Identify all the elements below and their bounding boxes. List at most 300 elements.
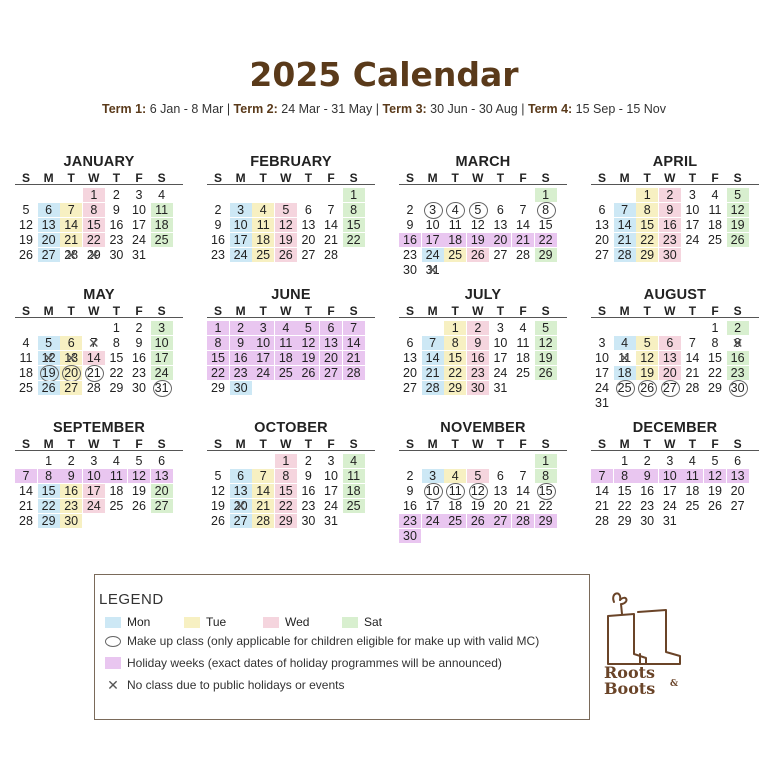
day-cell: 27 xyxy=(38,248,60,262)
day-cell: 5 xyxy=(22,203,30,217)
day-cell: 5 xyxy=(38,336,60,350)
day-cell: 22 xyxy=(636,233,658,247)
day-cell: 19 xyxy=(275,233,297,247)
day-cell: 20 xyxy=(659,366,681,380)
day-cell: 10 xyxy=(595,351,609,365)
weekday-label: S xyxy=(405,171,414,185)
legend-cancel-label: No class due to public holidays or events xyxy=(127,678,345,692)
legend xyxy=(94,574,590,720)
day-cell: 6 xyxy=(734,454,742,468)
day-cell: 13 xyxy=(151,469,173,483)
weekday-label: M xyxy=(43,171,54,185)
day-cell: 24 xyxy=(230,248,252,262)
term-dates xyxy=(0,102,768,116)
day-cell: 31 ✕ xyxy=(422,263,444,277)
weekday-label: T xyxy=(112,171,121,185)
day-cell: 25 xyxy=(444,514,466,528)
weekday-label: T xyxy=(259,437,267,451)
weekday-label: T xyxy=(496,437,505,451)
weekday-label: S xyxy=(21,437,30,451)
weekday-header xyxy=(591,304,759,318)
day-cell: 21 xyxy=(60,233,82,247)
day-cell: 5 xyxy=(297,321,319,335)
day-cell: 14 xyxy=(614,218,636,232)
legend-wed xyxy=(263,615,342,629)
day-cell: 4 xyxy=(275,321,297,335)
day-cell: 13 xyxy=(38,218,60,232)
term-4-label: Term 4: xyxy=(527,102,573,116)
day-cell: 29 xyxy=(535,248,557,262)
day-cell: 7 xyxy=(252,469,274,483)
day-cell: 2 xyxy=(467,321,489,335)
month-name: AUGUST xyxy=(643,287,707,303)
day-cell: 15 xyxy=(343,218,365,232)
day-cell: 5 xyxy=(135,454,143,468)
weekday-label: S xyxy=(597,304,606,318)
cross-icon: ✕ xyxy=(107,677,119,693)
day-cell: 31 xyxy=(493,381,508,395)
day-cell: 25 xyxy=(685,499,700,513)
day-cell: 19 xyxy=(19,233,33,247)
day-cell: 23 xyxy=(640,499,655,513)
weekday-label: S xyxy=(157,304,166,318)
day-cell: 7 xyxy=(327,203,335,217)
weekday-label: W xyxy=(664,171,676,185)
day-cell: 26 xyxy=(636,381,658,395)
day-cell: 22 xyxy=(83,233,105,247)
day-cell: 2 xyxy=(214,203,222,217)
legend-wed-label: Wed xyxy=(285,615,310,629)
day-cell: 28 xyxy=(595,514,609,528)
day-cell: 6 xyxy=(406,336,414,350)
day-cell: 30 xyxy=(109,248,124,262)
day-cell: 27 xyxy=(60,381,82,395)
day-cell: 30 xyxy=(60,514,82,528)
weekday-label: S xyxy=(213,437,222,451)
day-cell: 24 xyxy=(252,366,274,380)
day-cell: 15 xyxy=(708,351,722,365)
day-cell: 26 xyxy=(467,248,489,262)
day-cell: 9 xyxy=(304,469,312,483)
weekday-label: T xyxy=(451,304,459,318)
day-cell: 18 xyxy=(109,484,124,498)
day-cell: 26 xyxy=(535,366,557,380)
day-cell: 18 xyxy=(448,499,463,513)
day-cell: 6 xyxy=(659,336,681,350)
term-4-range: 15 Sep - 15 Nov xyxy=(572,102,666,116)
day-cell: 2 xyxy=(643,454,651,468)
month-name: JULY xyxy=(464,287,502,303)
month-name: JANUARY xyxy=(63,154,135,170)
day-cell: 11 xyxy=(516,336,530,350)
day-cell: 9 xyxy=(406,484,414,498)
logo-line-1: Roots xyxy=(604,663,656,682)
day-cell: 16 xyxy=(132,351,146,365)
day-cell: 2 xyxy=(230,321,252,335)
day-cell: 28 xyxy=(343,366,365,380)
day-cell: 20 xyxy=(320,351,342,365)
month-october xyxy=(207,420,375,541)
day-cell: 14 xyxy=(252,484,274,498)
day-cell: 27 xyxy=(403,381,417,395)
day-cell: 8 xyxy=(38,469,60,483)
day-cell: 5 xyxy=(214,469,222,483)
day-cell: 30 xyxy=(399,529,421,543)
legend-sat xyxy=(342,615,421,629)
day-cell: 25 xyxy=(252,248,274,262)
day-cell: 17 xyxy=(132,218,146,232)
day-cell: 21 xyxy=(422,366,444,380)
day-cell: 12 xyxy=(128,469,150,483)
day-cell: 27 xyxy=(489,514,511,528)
day-cell: 9 xyxy=(135,336,143,350)
day-cell: 26 xyxy=(132,499,146,513)
weekday-label: S xyxy=(349,171,358,185)
day-cell: 3 xyxy=(598,336,606,350)
weekday-label: T xyxy=(304,171,313,185)
day-cell: 11 xyxy=(151,203,173,217)
day-cell: 29 xyxy=(38,514,60,528)
day-cell: 13 xyxy=(493,484,508,498)
day-cell: 20 xyxy=(493,499,508,513)
day-cell: 6 xyxy=(158,454,166,468)
day-grid xyxy=(207,185,375,275)
weekday-label: W xyxy=(280,437,292,451)
day-cell: 25 xyxy=(516,366,530,380)
day-cell: 5 xyxy=(535,321,557,335)
day-cell: 22 xyxy=(708,366,722,380)
term-3-label: Term 3: xyxy=(382,102,427,116)
day-grid xyxy=(399,451,567,541)
weekday-label: S xyxy=(541,437,550,451)
day-cell: 21 xyxy=(516,499,530,513)
month-january xyxy=(15,154,183,275)
day-cell: 30 xyxy=(659,248,681,262)
day-cell: 8 xyxy=(112,336,120,350)
day-cell: 21 xyxy=(19,499,33,513)
legend-title: LEGEND xyxy=(99,591,164,608)
weekday-label: M xyxy=(235,304,246,318)
day-grid xyxy=(591,185,759,275)
day-cell: 21 xyxy=(512,233,534,247)
day-cell: 18 xyxy=(685,484,700,498)
month-july xyxy=(399,287,567,408)
day-cell: 13 xyxy=(403,351,417,365)
day-cell: 11 xyxy=(708,203,722,217)
day-cell: 26 xyxy=(297,366,319,380)
term-separator: | xyxy=(517,102,528,116)
legend-holiday xyxy=(105,652,589,674)
day-cell: 17 xyxy=(324,484,338,498)
day-cell: 10 xyxy=(132,203,146,217)
weekday-header xyxy=(399,437,567,451)
day-cell: 12 xyxy=(727,203,749,217)
day-cell: 10 xyxy=(493,336,508,350)
weekday-label: T xyxy=(67,171,75,185)
day-cell: 6 xyxy=(38,203,60,217)
day-cell: 10 xyxy=(659,469,681,483)
month-name: APRIL xyxy=(652,154,698,170)
day-grid xyxy=(15,451,183,541)
day-cell: 17 xyxy=(425,499,440,513)
weekday-label: T xyxy=(451,171,459,185)
day-cell: 13 xyxy=(301,218,316,232)
day-cell: 24 xyxy=(662,499,677,513)
day-cell: 2 xyxy=(406,469,414,483)
weekday-header xyxy=(591,437,759,451)
day-cell: 13 xyxy=(230,484,252,498)
day-cell: 19 xyxy=(535,351,557,365)
tue-swatch xyxy=(184,617,200,628)
day-cell: 6 xyxy=(230,469,252,483)
weekday-label: T xyxy=(67,304,75,318)
day-cell: 12 ✕ xyxy=(38,351,60,365)
day-cell: 7 xyxy=(343,321,365,335)
day-cell: 29 xyxy=(109,381,124,395)
day-cell: 26 xyxy=(708,499,722,513)
day-cell: 15 xyxy=(207,351,229,365)
day-cell: 22 xyxy=(444,366,466,380)
weekday-label: W xyxy=(472,304,484,318)
weekday-header xyxy=(591,171,759,185)
day-cell: 19 xyxy=(727,218,749,232)
day-grid xyxy=(15,318,183,408)
month-september xyxy=(15,420,183,541)
weekday-label: T xyxy=(112,304,121,318)
day-cell: 24 xyxy=(324,499,338,513)
weekday-label: M xyxy=(619,304,630,318)
day-cell: 18 xyxy=(708,218,722,232)
day-cell: 4 xyxy=(444,203,466,217)
day-cell: 12 xyxy=(211,484,225,498)
legend-mon xyxy=(105,615,184,629)
day-cell: 11 xyxy=(343,469,365,483)
day-cell: 6 xyxy=(496,469,504,483)
day-cell: 13 ✕ xyxy=(60,351,82,365)
day-cell: 23 xyxy=(230,366,252,380)
day-cell: 28 xyxy=(422,381,444,395)
weekday-label: S xyxy=(349,304,358,318)
day-cell: 18 xyxy=(516,351,530,365)
day-cell: 6 xyxy=(598,203,606,217)
weekday-label: F xyxy=(135,304,143,318)
day-cell: 10 xyxy=(230,218,252,232)
day-cell: 27 xyxy=(151,499,173,513)
weekday-header xyxy=(399,304,567,318)
day-cell: 27 xyxy=(230,514,252,528)
day-cell: 4 xyxy=(444,469,466,483)
day-cell: 12 xyxy=(470,218,485,232)
day-cell: 22 xyxy=(343,233,365,247)
weekday-label: M xyxy=(427,304,438,318)
legend-sat-label: Sat xyxy=(364,615,383,629)
day-cell: 30 xyxy=(640,514,655,528)
day-cell: 13 xyxy=(659,351,681,365)
day-cell: 24 xyxy=(685,233,700,247)
day-cell: 23 xyxy=(659,233,681,247)
day-cell: 11 xyxy=(275,336,297,350)
day-cell: 2 xyxy=(659,188,681,202)
weekday-label: S xyxy=(733,304,742,318)
page-title: 2025 Calendar xyxy=(249,55,519,94)
day-cell: 31 xyxy=(595,396,609,410)
holiday-swatch xyxy=(105,657,121,669)
term-separator: | xyxy=(223,102,234,116)
weekday-label: T xyxy=(496,171,505,185)
day-cell: 15 xyxy=(617,484,632,498)
day-cell: 2 xyxy=(135,321,143,335)
day-cell: 29 xyxy=(211,381,225,395)
day-cell: 3 xyxy=(496,321,504,335)
day-cell: 28 xyxy=(685,381,700,395)
day-cell: 25 xyxy=(343,499,365,513)
day-cell: 2 xyxy=(67,454,75,468)
day-cell: 31 xyxy=(151,381,173,395)
day-cell: 1 xyxy=(83,188,105,202)
day-cell: 10 xyxy=(422,484,444,498)
day-cell: 28 xyxy=(252,514,274,528)
day-cell: 12 xyxy=(275,218,297,232)
weekday-label: F xyxy=(519,304,527,318)
day-cell: 28 xyxy=(86,381,101,395)
day-cell: 23 xyxy=(60,499,82,513)
day-cell: 3 xyxy=(422,469,444,483)
day-cell: 31 xyxy=(662,514,677,528)
day-cell: 21 xyxy=(83,366,105,380)
day-cell: 28 xyxy=(324,248,338,262)
legend-mon-label: Mon xyxy=(127,615,151,629)
weekday-label: S xyxy=(541,171,550,185)
day-cell: 4 xyxy=(22,336,30,350)
weekday-label: W xyxy=(280,304,292,318)
weekday-label: F xyxy=(327,171,335,185)
day-cell: 20 ✕ xyxy=(230,499,252,513)
weekday-label: T xyxy=(688,171,697,185)
day-cell: 26 xyxy=(467,514,489,528)
day-cell: 11 xyxy=(448,218,462,232)
day-cell: 14 xyxy=(685,351,700,365)
day-grid xyxy=(591,451,759,541)
day-cell: 20 xyxy=(730,484,745,498)
day-cell: 10 xyxy=(324,469,338,483)
day-cell: 28 xyxy=(19,514,33,528)
day-cell: 1 xyxy=(45,454,53,468)
weekday-label: F xyxy=(519,171,527,185)
month-name: NOVEMBER xyxy=(440,420,526,436)
day-cell: 3 xyxy=(422,203,444,217)
month-name: DECEMBER xyxy=(632,420,718,436)
day-cell: 5 xyxy=(275,203,297,217)
day-cell: 16 xyxy=(403,499,417,513)
day-cell: 21 xyxy=(324,233,338,247)
weekday-header xyxy=(207,304,375,318)
day-cell: 3 xyxy=(230,203,252,217)
month-name: MARCH xyxy=(455,154,511,170)
day-cell: 8 xyxy=(535,469,557,483)
day-cell: 5 xyxy=(711,454,719,468)
day-cell: 19 xyxy=(211,499,225,513)
day-cell: 16 xyxy=(467,351,489,365)
day-cell: 1 xyxy=(112,321,120,335)
wed-swatch xyxy=(263,617,279,628)
day-cell: 1 xyxy=(343,188,365,202)
month-name: MAY xyxy=(83,287,115,303)
legend-tue-label: Tue xyxy=(206,615,227,629)
day-cell: 3 xyxy=(135,188,143,202)
day-cell: 3 xyxy=(666,454,674,468)
day-cell: 30 xyxy=(301,514,316,528)
day-cell: 6 xyxy=(320,321,342,335)
day-cell: 29 xyxy=(444,381,466,395)
day-cell: 19 xyxy=(38,366,60,380)
weekday-label: S xyxy=(157,437,166,451)
weekday-label: T xyxy=(688,304,697,318)
day-cell: 17 xyxy=(230,233,252,247)
day-cell: 24 xyxy=(493,366,508,380)
day-cell: 15 xyxy=(38,484,60,498)
month-april xyxy=(591,154,759,275)
weekday-label: T xyxy=(112,437,121,451)
term-1-range: 6 Jan - 8 Mar xyxy=(146,102,224,116)
day-cell: 7 xyxy=(60,203,82,217)
day-cell: 13 xyxy=(595,218,609,232)
day-cell: 17 xyxy=(422,233,444,247)
weekday-label: F xyxy=(327,304,335,318)
day-cell: 20 xyxy=(595,233,609,247)
day-cell: 28 xyxy=(516,248,530,262)
day-cell: 1 xyxy=(535,188,557,202)
day-cell: 17 xyxy=(662,484,677,498)
day-cell: 9 xyxy=(406,218,414,232)
day-cell: 4 xyxy=(614,336,636,350)
logo-ampersand: & xyxy=(670,679,679,689)
day-cell: 4 xyxy=(688,454,696,468)
day-cell: 7 xyxy=(15,469,37,483)
day-cell: 12 xyxy=(297,336,319,350)
day-cell: 7 xyxy=(422,336,444,350)
weekday-label: F xyxy=(327,437,335,451)
day-cell: 16 xyxy=(640,484,655,498)
day-cell: 17 xyxy=(151,351,173,365)
day-cell: 19 xyxy=(132,484,146,498)
day-cell: 24 xyxy=(83,499,105,513)
day-cell: 21 xyxy=(614,233,636,247)
day-cell: 17 xyxy=(595,366,609,380)
day-cell: 30 xyxy=(403,263,417,277)
day-cell: 1 xyxy=(275,454,297,468)
mon-swatch xyxy=(105,617,121,628)
day-cell: 25 xyxy=(109,499,124,513)
day-cell: 27 xyxy=(493,248,508,262)
day-cell: 30 xyxy=(230,381,252,395)
weekday-label: T xyxy=(304,437,313,451)
weekday-header xyxy=(207,437,375,451)
weekday-label: M xyxy=(43,304,54,318)
weekday-header xyxy=(15,304,183,318)
day-cell: 14 xyxy=(516,484,530,498)
day-cell: 22 xyxy=(207,366,229,380)
day-cell: 26 xyxy=(19,248,33,262)
legend-day-colors xyxy=(105,614,589,630)
day-cell: 8 xyxy=(711,336,719,350)
day-cell: 13 xyxy=(727,469,749,483)
day-cell: 16 xyxy=(230,351,252,365)
weekday-header xyxy=(207,171,375,185)
day-cell: 24 xyxy=(151,366,173,380)
day-cell: 9 xyxy=(214,218,222,232)
day-cell: 1 xyxy=(207,321,229,335)
month-december xyxy=(591,420,759,541)
